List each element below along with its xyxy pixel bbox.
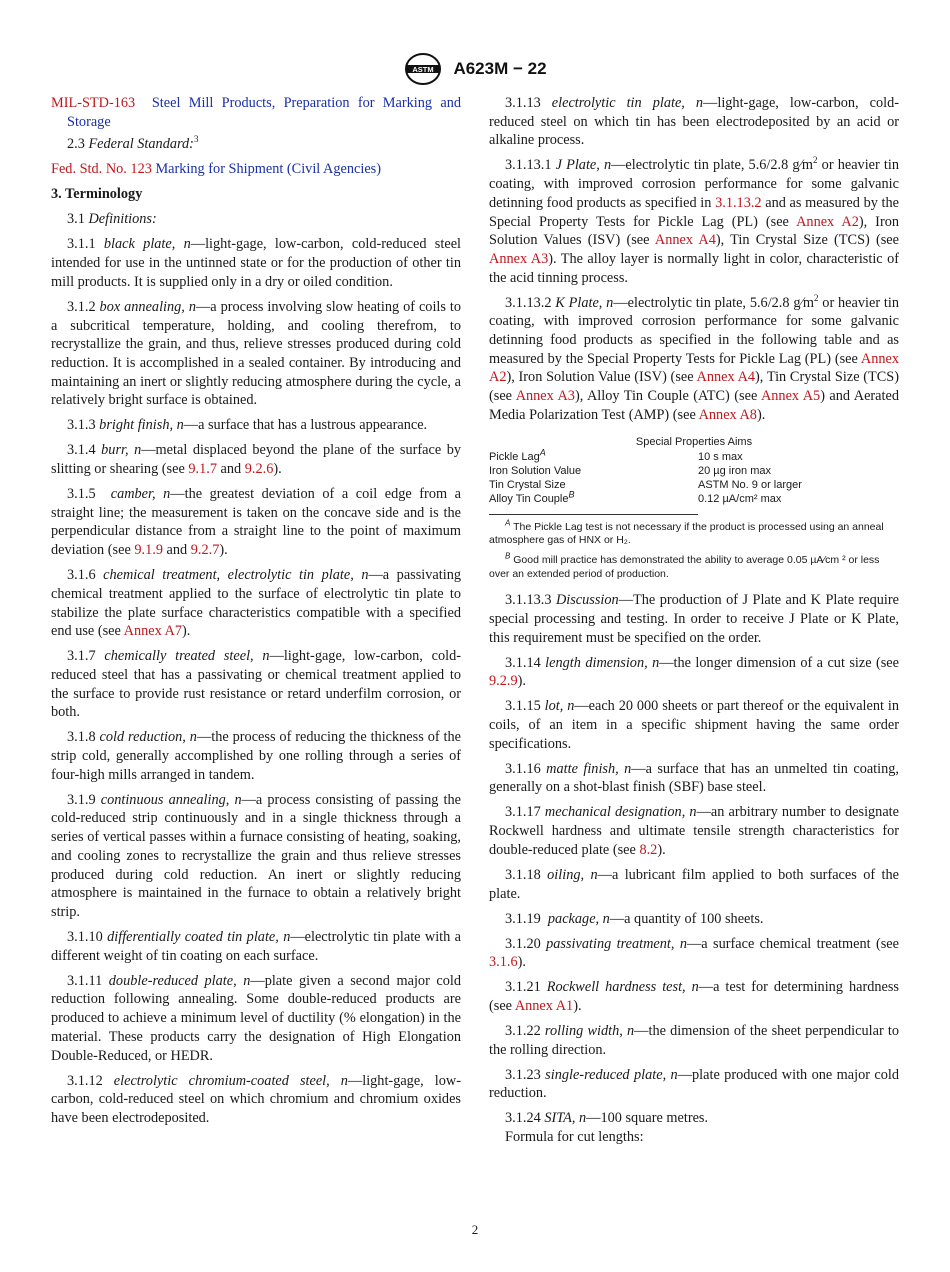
xref-link[interactable]: 9.1.9 [134,542,163,559]
section-2-3: 2.3 Federal Standard:$^3$ [67,134,199,153]
xref-link[interactable]: Annex A1 [514,997,574,1014]
table-row: Alloy Tin Couple$^B$ 0.12 µA/cm² max [489,488,782,505]
xref-link[interactable]: Annex A8 [698,406,757,423]
definition-3-1-14: 3.1.14 length dimension, n—the longer dimension of a cut size (see 9.2.9). [489,654,899,690]
ref-title-link[interactable]: Steel Mill Products, Preparation for Marking and Storage [67,95,461,130]
definition-3-1-3: 3.1.3 bright finish, n—a surface that has a lustrous appearance. [67,417,428,434]
definition-3-1-8: 3.1.8 cold reduction, n—the process of reducing the thickness of the strip cold, generally accomplished by one rolling through a series of four-high mills arranged in tandem. [51,729,461,783]
xref-link[interactable]: Annex A4 [696,369,756,386]
xref-link[interactable]: 9.2.9 [489,673,518,690]
definition-3-1-22: 3.1.22 rolling width, n—the dimension of the sheet perpendicular to the rolling direction. [489,1022,899,1058]
definition-3-1-20: 3.1.20 passivating treatment, n—a surface chemical treatment (see 3.1.6). [489,935,900,971]
definition-3-1-7: 3.1.7 chemically treated steel, n—light-gage, low-carbon, cold-reduced steel that has a passivating or chemical treatment applied to the surface to provide rust resistance or retard underfilm corrosion, or both. [51,648,461,721]
right-column [489,94,899,1153]
definition-3-1: 3.1 Definitions: [67,211,157,228]
table-row: Tin Crystal Size ASTM No. 9 or larger [489,478,802,491]
logo-text: ASTM [412,64,435,74]
reference-fed-std [51,160,461,179]
xref-link[interactable]: 8.2 [639,841,658,858]
xref-link[interactable]: Annex A5 [760,388,821,405]
footnote-b: $^B$ Good mill practice has demonstrated the ability to average 0.05 µA⁄cm ² or less over an extended period of production. [489,551,880,580]
definition-3-1-13-2: 3.1.13.2 K Plate, n—electrolytic tin plate, 5.6/2.8 $g⁄m^2$ or heavier tin coating, with improved corrosion performance for some galvanic detinning food products as specified in the following table and as measured by the Special Property Tests for Pickle Lag (PL) (see Annex A2), Iron Solution Value (ISV) (see Annex A4), Tin Crystal Size (TCS) (see Annex A3), Alloy Tin Couple (ATC) (see Annex A5) and Aerated Media Polarization Test (AMP) (see Annex A8). [489,292,900,423]
xref-link[interactable]: 3.1.13.2 [715,194,762,211]
table-caption: Special Properties Aims [635,435,753,448]
definition-3-1-13: 3.1.13 electrolytic tin plate, n—light-gage, low-carbon, cold-reduced steel on which tin has been electrodeposited by an acid or alkaline process. [489,95,899,149]
ref-title-link[interactable]: Marking for Shipment (Civil Agencies) [155,161,382,178]
footnote-divider [489,514,698,515]
definition-3-1-16: 3.1.16 matte finish, n—a surface that has an unmelted tin coating, generally on a shot-blast finish (SBF) base steel. [489,760,900,796]
xref-link[interactable]: Annex A3 [489,250,549,267]
table-row: Pickle Lag$^A$ 10 s max [489,446,743,463]
xref-link[interactable]: 3.1.6 [489,954,518,971]
definition-3-1-13-3: 3.1.13.3 Discussion—The production of J Plate and K Plate require special processing and testing. In order to receive J Plate or K Plate, this requirement must be specified on the order. [489,592,899,646]
xref-link[interactable]: Annex A4 [654,232,716,249]
definition-3-1-11: 3.1.11 double-reduced plate, n—plate given a second major cold reduction following annealing. Some double-reduced products are produced to achieve a minimum level of ductility (% elongation) in the material. These products carry the designation of High Elongation Double-Reduced, or HEDR. [51,972,461,1064]
left-column [51,94,461,1134]
special-properties-table [489,435,899,582]
definition-3-1-9: 3.1.9 continuous annealing, n—a process consisting of passing the cold-reduced strip continuously and in a single thickness through a series of vertical passes within a furnace consisting of heating, soaking, and cooling zones to recrystallize the grain and thus relieve stresses produced during cold reduction. An inert or slightly reducing atmosphere is maintained in the furnace to obtain a relatively bright strip. [51,791,462,920]
section-heading-terminology: 3. Terminology [51,186,143,203]
page-number: 2 [471,1222,479,1237]
reference-mil-std [51,94,461,131]
definition-3-1-13-1: 3.1.13.1 J Plate, n—electrolytic tin plate, 5.6/2.8 $g⁄m^2$ or heavier tin coating, with improved corrosion performance for some galvanic detinning food products as specified in 3.1.13.2 and as measured by the Special Property Tests for Pickle Lag (PL) (see Annex A2), Iron Solution Values (ISV) (see Annex A4), Tin Crystal Size (TCS) (see Annex A3). The alloy layer is normally light in color, characteristic of the acid tinning process. [489,155,900,286]
document-id: A623M − 22 [453,59,547,78]
page-header [0,52,950,86]
xref-link[interactable]: Annex A2 [796,213,859,230]
xref-link[interactable]: Annex A2 [489,350,899,386]
definition-3-1-5: 3.1.5 camber, n—the greatest deviation of a coil edge from a straight line; the measurement is taken on the concave side and is the perpendicular distance from a straight line to the point of maximum deviation (see 9.1.9 and 9.2.7). [51,486,461,559]
xref-link[interactable]: 9.2.6 [244,461,274,478]
table-row: Iron Solution Value 20 µg iron max [489,464,771,477]
definition-3-1-1: 3.1.1 black plate, n—light-gage, low-carbon, cold-reduced steel intended for use in the untinned state or for the production of other tin mill products. It is supplied only in a dry or oiled condition. [51,236,462,290]
definition-3-1-23: 3.1.23 single-reduced plate, n—plate produced with one major cold reduction. [489,1066,900,1102]
xref-link[interactable]: Annex A3 [515,388,575,405]
xref-link[interactable]: 9.2.7 [190,542,220,559]
definition-3-1-18: 3.1.18 oiling, n—a lubricant film applied to both surfaces of the plate. [489,866,899,902]
astm-logo-icon [403,52,443,86]
definition-3-1-15: 3.1.15 lot, n—each 20 000 sheets or part thereof or the equivalent in coils, of an item in a specific shipment having the same order specifications. [489,698,899,752]
definition-3-1-4: 3.1.4 burr, n—metal displaced beyond the plane of the surface by slitting or shearing (see 9.1.7 and 9.2.6). [51,442,462,478]
ref-code-link[interactable]: MIL-STD-163 [51,95,136,111]
xref-link[interactable]: Annex A7 [123,623,183,640]
definition-3-1-19: 3.1.19 package, n—a quantity of 100 sheets. [505,910,764,927]
definition-3-1-21: 3.1.21 Rockwell hardness test, n—a test for determining hardness (see Annex A1). [489,979,899,1014]
definition-3-1-24: 3.1.24 SITA, n—100 square metres. [505,1110,709,1127]
ref-code-link[interactable]: Fed. Std. No. 123 [51,161,152,178]
xref-link[interactable]: 9.1.7 [188,461,217,478]
definition-3-1-17: 3.1.17 mechanical designation, n—an arbitrary number to designate Rockwell hardness and ultimate tensile strength characteristics for double-reduced plate (see 8.2). [489,804,899,858]
definition-3-1-6: 3.1.6 chemical treatment, electrolytic tin plate, n—a passivating chemical treatment applied to the surface of electrolytic tin plate to stabilize the plate surface characteristics compatible with a specified end use (see Annex A7). [51,567,462,640]
formula-label: Formula for cut lengths: [505,1129,644,1146]
definition-3-1-2: 3.1.2 box annealing, n—a process involving slow heating of coils to a subcritical temperature, holding, and cooling therefrom, to recrystallize the grain, and thus, relieve stresses produced during cold reduction. It is accomplished in a sealed container. By introducing and maintaining an inert or slightly reducing atmosphere during the cycle, a relatively bright surface is obtained. [51,298,462,409]
definition-3-1-12: 3.1.12 electrolytic chromium-coated steel, n—light-gage, low-carbon, cold-reduced steel on which chromium and chromium oxides have been electrodeposited. [51,1072,461,1126]
footnote-a: $^A$ The Pickle Lag test is not necessary if the product is processed using an anneal atmosphere gas of HNX or H₂. [489,518,884,547]
definition-3-1-10: 3.1.10 differentially coated tin plate, n—electrolytic tin plate with a different weight of tin coating on each surface. [51,928,461,964]
